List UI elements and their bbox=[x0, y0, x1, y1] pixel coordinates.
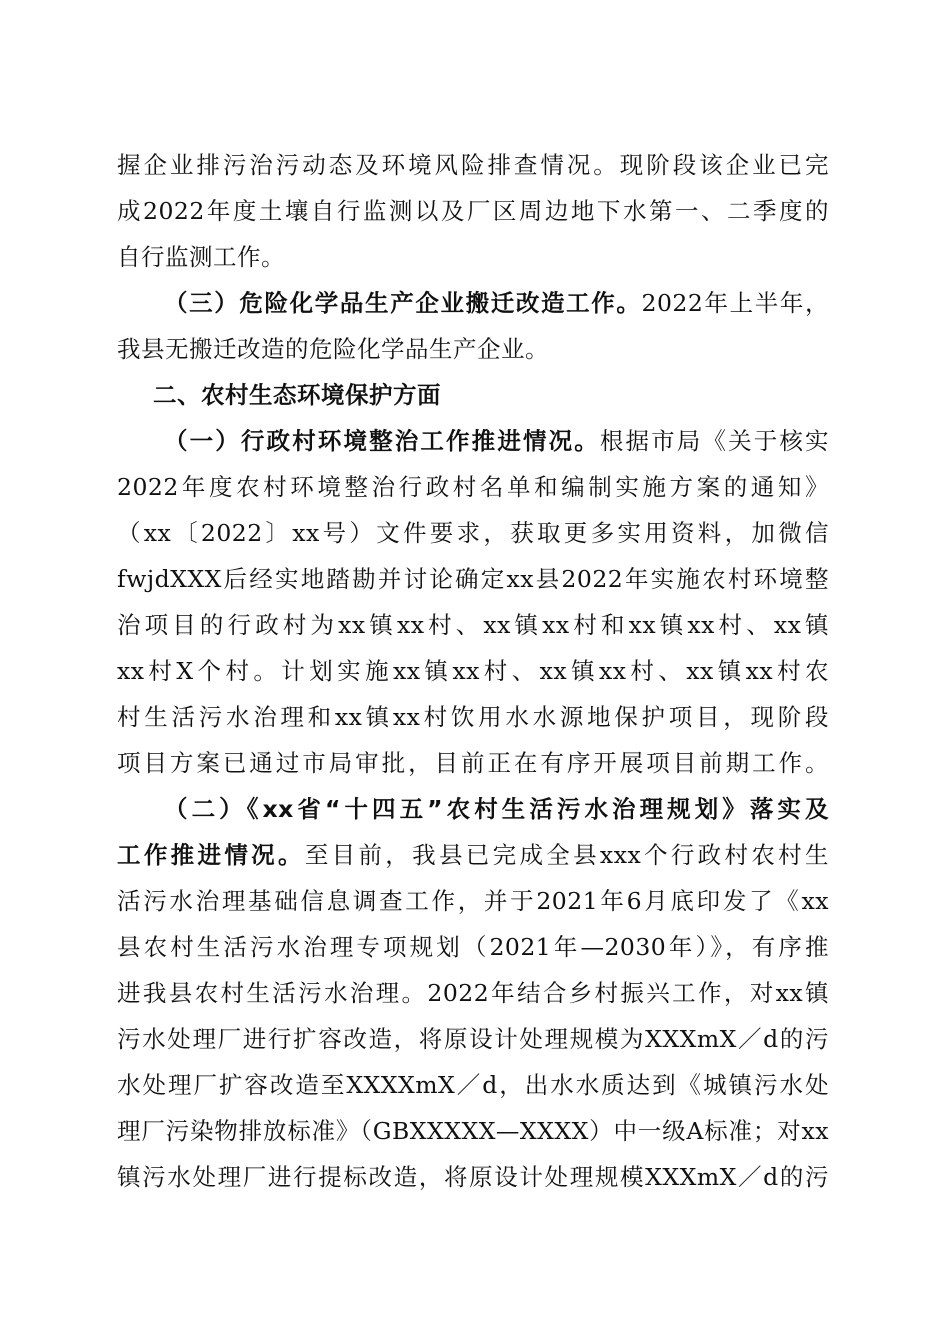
chapter-heading: 二、农村生态环境保护方面 bbox=[153, 381, 441, 409]
paragraph-line: 我县无搬迁改造的危险化学品生产企业。 bbox=[117, 335, 549, 363]
paragraph-line: 县农村生活污水治理专项规划（2021年—2030年）》，有序推 bbox=[117, 933, 829, 961]
paragraph-line: 2022年度农村环境整治行政村名单和编制实施方案的通知》 bbox=[117, 473, 829, 501]
paragraph-line: 成2022年度土壤自行监测以及厂区周边地下水第一、二季度的 bbox=[117, 197, 829, 225]
section-heading-bold: （二）《xx省“十四五”农村生活污水治理规划》落实及 bbox=[164, 795, 829, 823]
paragraph-line: 握企业排污治污动态及环境风险排查情况。现阶段该企业已完 bbox=[117, 151, 829, 179]
section-heading-line bbox=[164, 420, 829, 462]
section-heading-bold: 工作推进情况。 bbox=[117, 841, 305, 869]
paragraph-line: 自行监测工作。 bbox=[117, 243, 285, 271]
paragraph-line: 活污水治理基础信息调查工作，并于2021年6月底印发了《xx bbox=[117, 887, 829, 915]
section-heading-text: 至目前，我县已完成全县xxx个行政村农村生 bbox=[304, 841, 830, 869]
section-heading-bold: （三）危险化学品生产企业搬迁改造工作。 bbox=[164, 289, 642, 317]
section-heading-bold: （一）行政村环境整治工作推进情况。 bbox=[164, 427, 600, 455]
paragraph-line: 污水处理厂进行扩容改造，将原设计处理规模为XXXmX／d的污 bbox=[117, 1025, 829, 1053]
paragraph-line: 治项目的行政村为xx镇xx村、xx镇xx村和xx镇xx村、xx镇 bbox=[117, 611, 829, 639]
paragraph-line: 水处理厂扩容改造至XXXXmX／d，出水水质达到《城镇污水处 bbox=[117, 1071, 829, 1099]
paragraph-line: 镇污水处理厂进行提标改造，将原设计处理规模XXXmX／d的污 bbox=[117, 1163, 829, 1191]
paragraph-line: 项目方案已通过市局审批，目前正在有序开展项目前期工作。 bbox=[117, 749, 829, 777]
paragraph-line: fwjdXXX后经实地踏勘并讨论确定xx县2022年实施农村环境整 bbox=[117, 565, 829, 593]
section-heading-line bbox=[117, 834, 829, 876]
section-heading-text: 2022年上半年， bbox=[641, 289, 830, 317]
paragraph-line: xx村X个村。计划实施xx镇xx村、xx镇xx村、xx镇xx村农 bbox=[117, 657, 829, 685]
paragraph-line: （xx〔2022〕xx号）文件要求，获取更多实用资料，加微信 bbox=[117, 519, 829, 547]
section-heading-text: 根据市局《关于核实 bbox=[599, 427, 830, 455]
paragraph-line: 理厂污染物排放标准》（GBXXXXX—XXXX）中一级A标准；对xx bbox=[117, 1117, 829, 1145]
section-heading-line bbox=[164, 788, 829, 830]
paragraph-line: 村生活污水治理和xx镇xx村饮用水水源地保护项目，现阶段 bbox=[117, 703, 829, 731]
section-heading-line bbox=[164, 282, 829, 324]
paragraph-line: 进我县农村生活污水治理。2022年结合乡村振兴工作，对xx镇 bbox=[117, 979, 829, 1007]
